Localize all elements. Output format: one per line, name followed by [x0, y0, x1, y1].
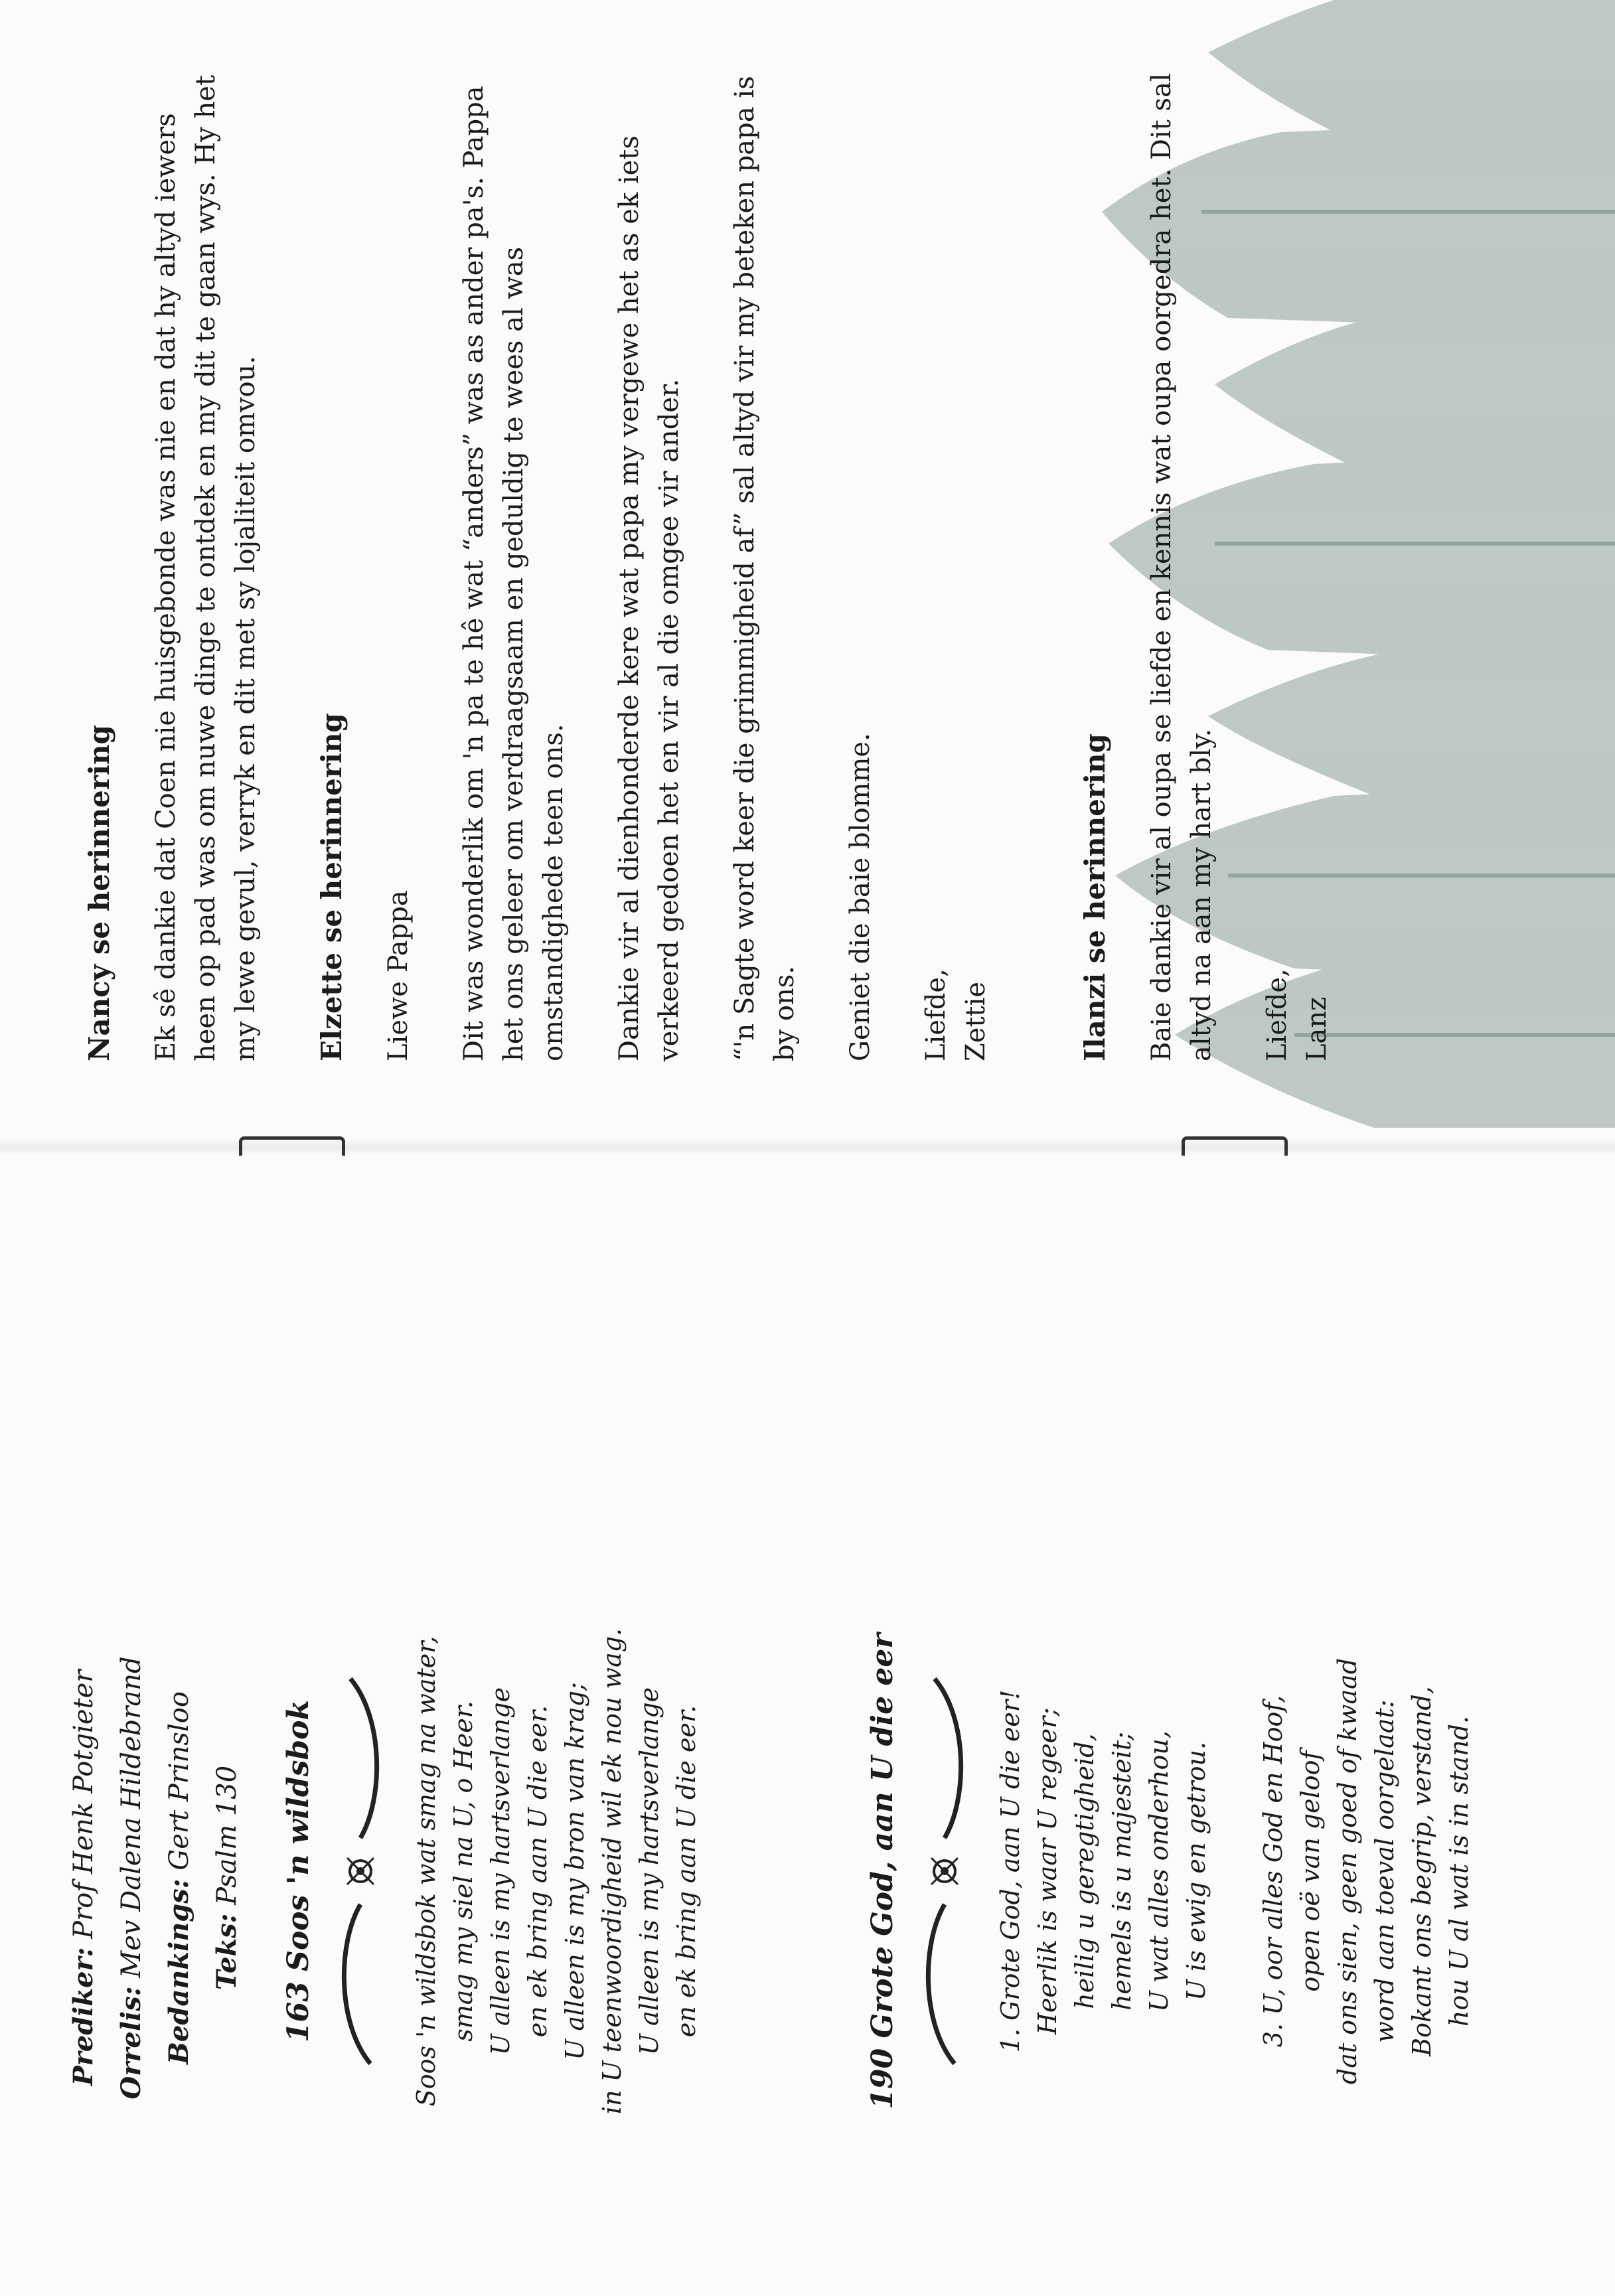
elzette-heading: Elzette se herinnering [315, 713, 348, 1061]
left-panel [0, 1168, 1615, 2296]
scripture-line: Teks: Psalm 130 [211, 1765, 242, 1991]
elzette-memory [312, 66, 1032, 1061]
hymn-190 [863, 1539, 1517, 2203]
hymn-title: 190 Grote God, aan U die eer [866, 1633, 899, 2109]
nancy-memory [80, 66, 301, 1061]
staple [1182, 1136, 1288, 1156]
ilanzi-signoff: Liefde, [1262, 968, 1292, 1061]
hymn-verse-1: 1. Grote God, aan U die eer! Heerlik is waar U regeer; heilig u geregtigheid, hemels is u majesteit; U wat alles onderhou, U is ewig en getrou. [996, 1689, 1211, 2053]
elzette-paragraph: Dankie vir al dienhonderde kere wat papa my vergewe het as ek iets verkeerd gedoen het en vir al die omgee vir ander. [614, 135, 684, 1061]
elzette-greeting: Liewe Pappa [383, 890, 414, 1061]
hymn-verse: Soos 'n wildsbok wat smag na water, smag my siel na U, o Heer. U alleen is my hartsverlange en ek bring aan U die eer. U alleen is my bron van krag; in U teenwoordigheid wil ek nou wag. U alleen is my hartsverlange en ek bring aan U die eer. [412, 1628, 701, 2115]
elzette-signoff: Liefde, [921, 968, 951, 1061]
elzette-paragraph: Geniet die baie blomme. [845, 733, 876, 1061]
nancy-heading: Nancy se herinnering [83, 725, 115, 1061]
hymn-title: 163 Soos 'n wildsbok [281, 1700, 315, 2042]
nancy-text: Ek sê dankie dat Coen nie huisgebonde was nie en dat hy altyd iewers heen op pad was om nuwe dinge te ontdek en my dit te gaan wys. Hy het my lewe gevul, verryk en dit met sy lojaliteit omvou. [151, 74, 261, 1061]
staple [239, 1136, 345, 1156]
ilanzi-heading: Ilanzi se herinnering [1079, 733, 1111, 1061]
elzette-paragraph: Dit was wonderlik om 'n pa te hê wat “anders” was as ander pa's. Pappa het ons geleer om verdraagsaam en geduldig te wees al was omstandighede teen ons. [459, 86, 569, 1061]
elzette-signature: Zettie [961, 981, 991, 1061]
flourish-ornament-icon [915, 1665, 974, 2077]
service-credits [60, 1579, 251, 2177]
flourish-ornament-icon [331, 1665, 390, 2077]
ilanzi-signature: Lanz [1302, 996, 1332, 1061]
organist-line: Orrelis: Mev Dalena Hildebrand [115, 1656, 147, 2100]
thanks-line: Bedankings: Gert Prinsloo [163, 1691, 194, 2064]
hymn-163 [279, 1539, 745, 2203]
hymn-verse-3: 3. U, oor alles God en Hoof, open oë van geloof dat ons sien, geen goed of kwaad word aan toeval oorgelaat: Bokant ons begrip, verstand, hou U al wat is in stand. [1259, 1657, 1474, 2085]
right-panel [0, 0, 1615, 1128]
elzette-paragraph: “'n Sagte word keer die grimmigheid af” sal altyd vir my beteken papa is by ons. [730, 76, 800, 1061]
preacher-line: Prediker: Prof Henk Potgieter [68, 1669, 99, 2086]
ilanzi-text: Baie dankie vir al oupa se liefde en kennis wat oupa oorgedra het. Dit sal altyd na aan my hart bly. [1146, 73, 1217, 1061]
ilanzi-memory [1075, 66, 1373, 1061]
